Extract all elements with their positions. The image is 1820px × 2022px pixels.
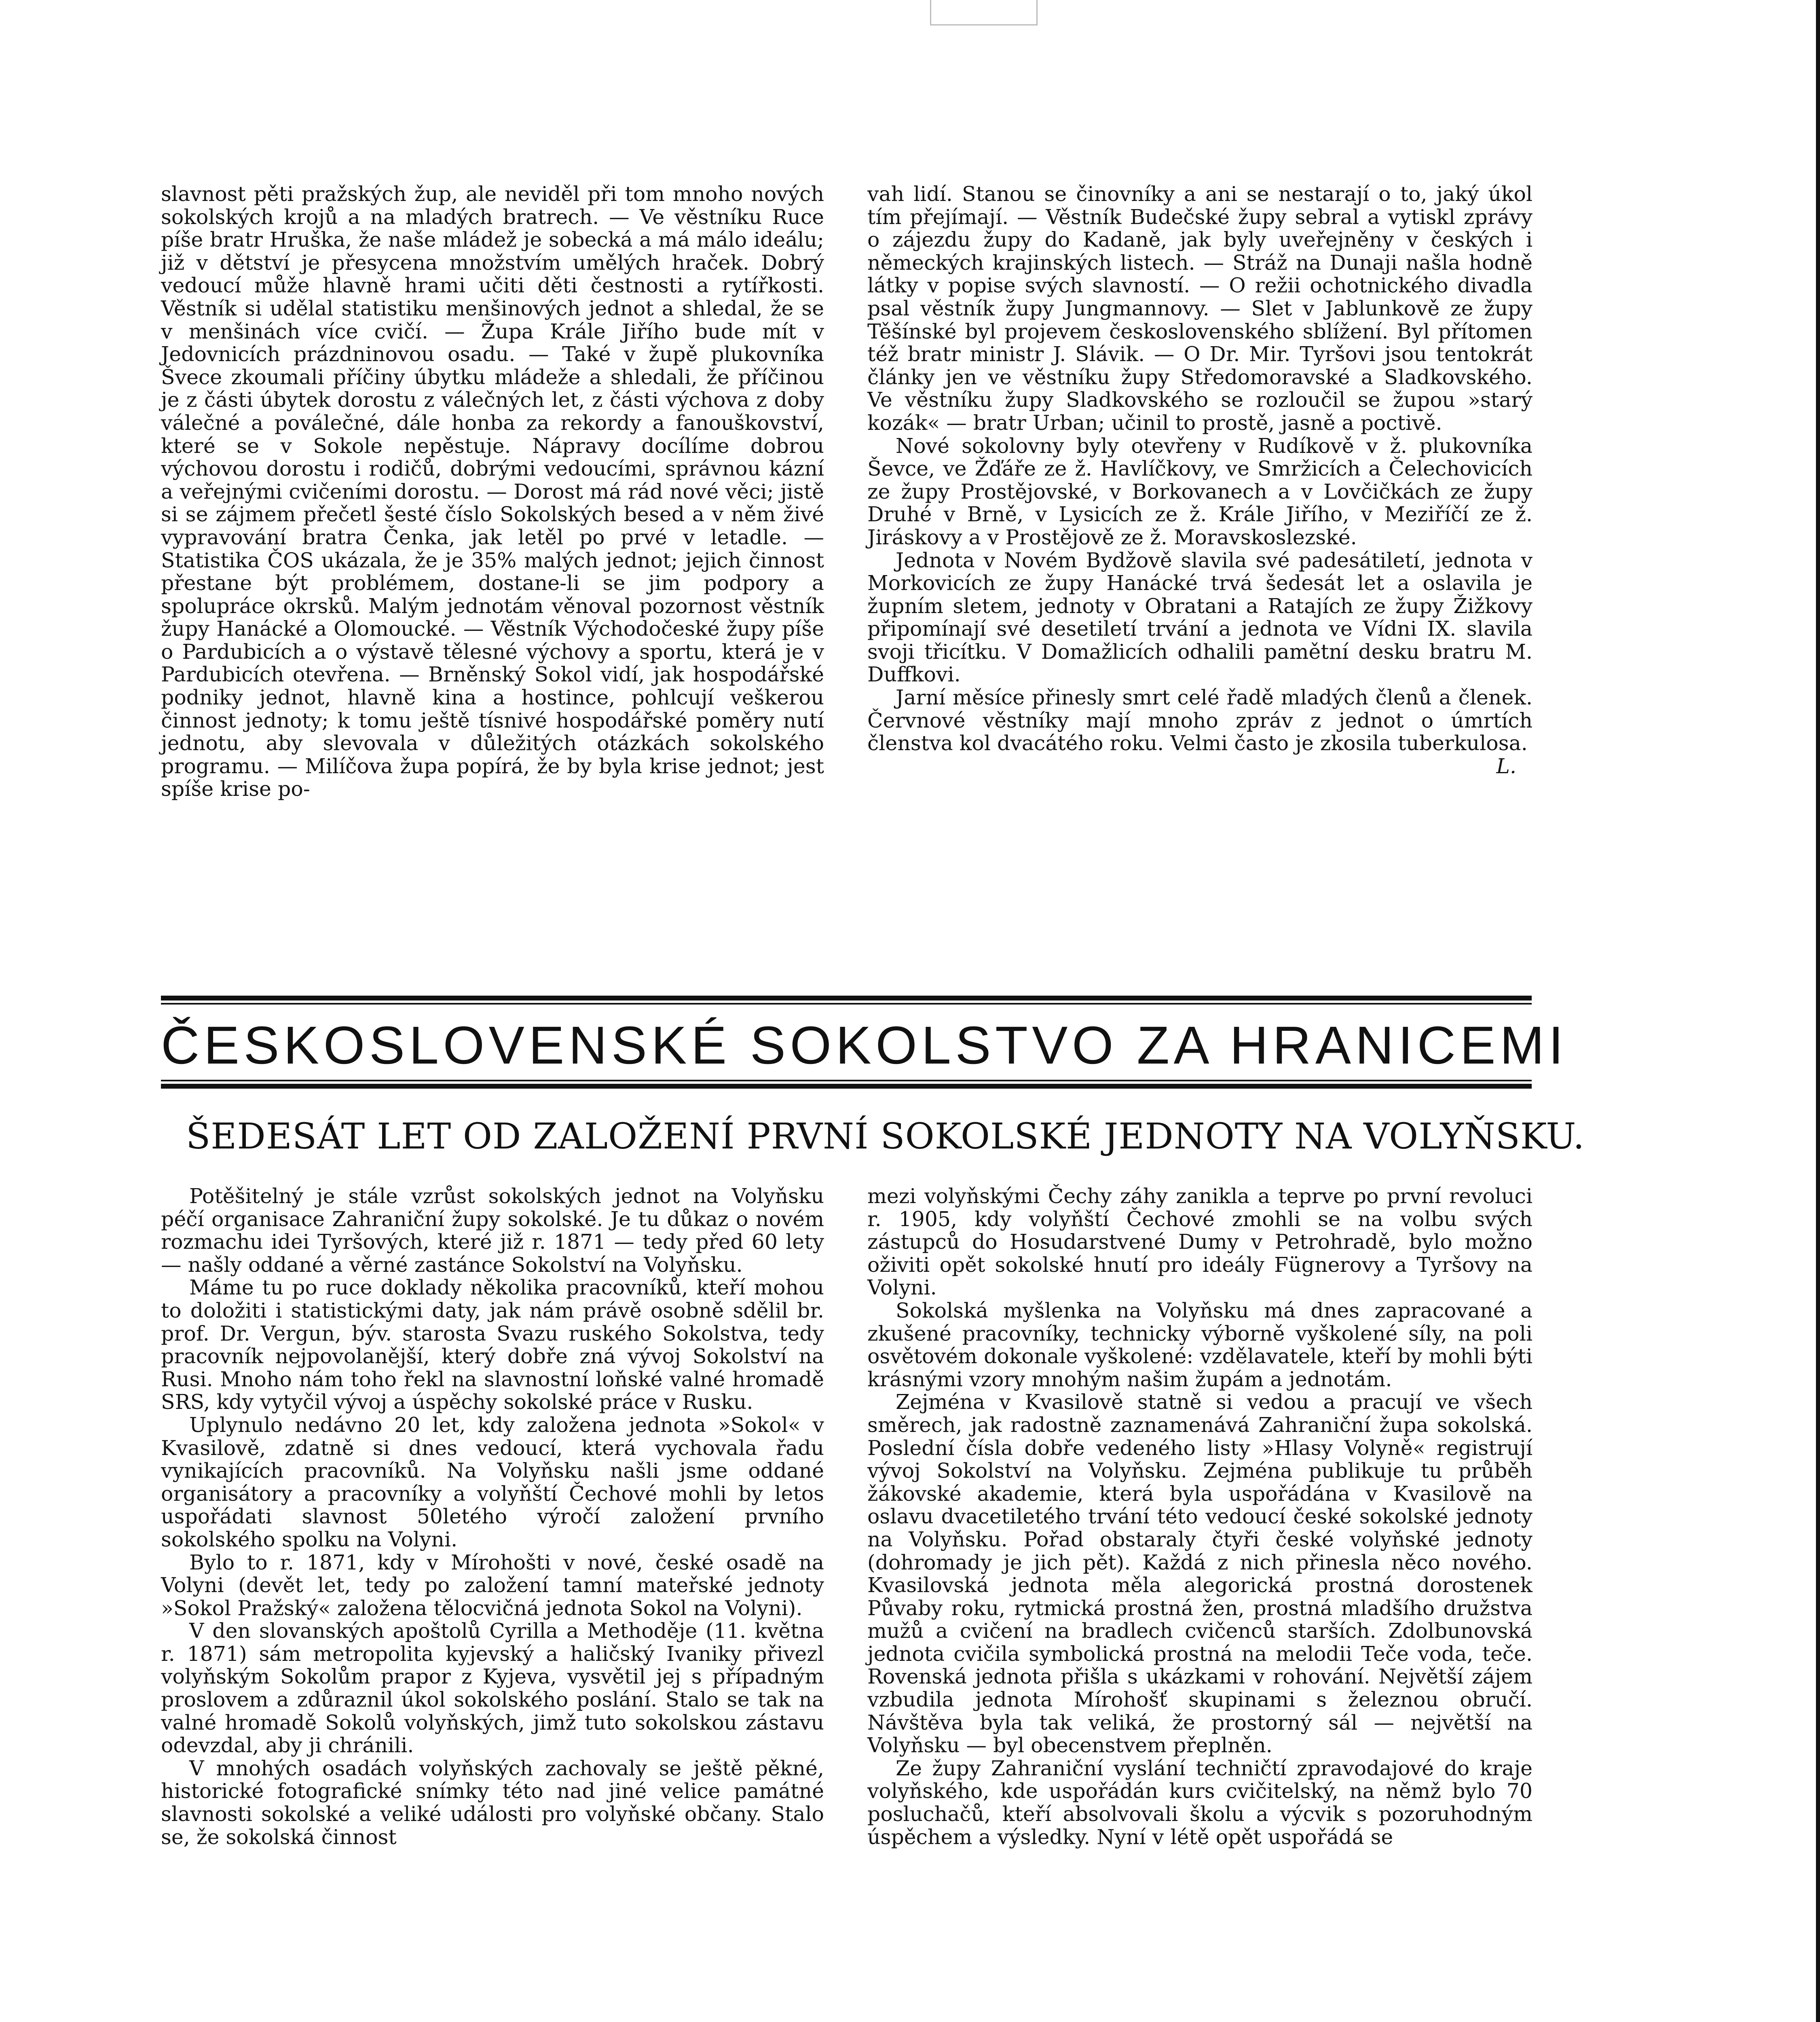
paragraph: mezi volyňskými Čechy záhy zanikla a teprve po první revoluci r. 1905, kdy volyňští Čechové zmohli se na volbu svých zástupců do Hosudarstvené Dumy v Petrohradě, bylo možno oživiti opět sokolské hnutí pro ideály Fügnerovy a Tyršovy na Volyni. bbox=[867, 1184, 1533, 1300]
author-signature: L. bbox=[1496, 754, 1516, 778]
section-rule-bottom-thin bbox=[161, 1080, 1532, 1081]
article-title: ŠEDESÁT LET OD ZALOŽENÍ PRVNÍ SOKOLSKÉ JEDNOTY NA VOLYŇSKU. bbox=[186, 1115, 1585, 1157]
paragraph: Jednota v Novém Bydžově slavila své padesátiletí, jednota v Morkovicích ze župy Hanácké trvá šedesát let a oslavila je župním sletem, jednoty v Obratani a Ratajích ze župy Žižkovy připomínají své desetiletí trvání a jednota ve Vídni IX. slavila svoji třicítku. V Domažlicích odhalili pamětní desku bratru M. Duffkovi. bbox=[867, 548, 1533, 687]
paragraph-text: Jarní měsíce přinesly smrt celé řadě mladých členů a členek. Červnové věstníky mají mnoho zpráv z jednot o úmrtích členstva kol dvacátého roku. Velmi často je zkosila tuberkulosa. bbox=[867, 685, 1533, 755]
paragraph: slavnost pěti pražských žup, ale neviděl při tom mnoho nových sokolských krojů a na mladých bratrech. — Ve věstníku Ruce píše bratr Hruška, že naše mládež je sobecká a má málo ideálu; již v dětství je přesycena množstvím umělých hraček. Dobrý vedoucí může hlavně hrami učiti děti čestnosti a rytířkosti. Věstník si udělal statistiku menšinových jednot a shledal, že se v menšinách více cvičí. — Župa Krále Jiřího bude mít v Jedovnicích prázdninovou osadu. — Také v župě plukovníka Švece zkoumali příčiny úbytku mládeže a shledali, že příčinou je z části úbytek dorostu z válečných let, z části výchova z doby válečné a poválečné, dále honba za rekordy a fanouškovství, které se v Sokole nepěstuje. Nápravy docílíme dobrou výchovou dorostu i rodičů, dobrými vedoucími, správnou kázní a veřejnými cvičeními dorostu. — Dorost má rád nové věci; jistě si se zájmem přečetl šesté číslo Sokolských besed a v něm živé vypravování bratra Čenka, jak letěl po prvé v letadle. — Statistika ČOS ukázala, že je 35% malých jednot; jejich činnost přestane být problémem, dostane-li se jim podpory a spolupráce okrsků. Malým jednotám věnoval pozornost věstník župy Hanácké a Olomoucké. — Věstník Východočeské župy píše o Pardubicích a o výstavě tělesné výchovy a sportu, která je v Pardubicích otevřena. — Brněnský Sokol vidí, jak hospodářské podniky jednot, hlavně kina a hostince, pohlcují veškerou činnost jednoty; k tomu ještě tísnivé hospodářské poměry nutí jednotu, aby slevovala v důležitých otázkách sokolského programu. — Milíčova župa popírá, že by byla krise jednot; jest spíše krise po- bbox=[161, 182, 824, 801]
paragraph: Potěšitelný je stále vzrůst sokolských jednot na Volyňsku péčí organisace Zahraniční župy sokolské. Je tu důkaz o novém rozmachu idei Tyršových, které již r. 1871 — tedy před 60 lety — našly oddané a věrné zastánce Sokolství na Volyňsku. bbox=[161, 1184, 824, 1277]
paragraph: Zejména v Kvasilově statně si vedou a pracují ve všech směrech, jak radostně zaznamenává Zahraniční župa sokolská. Poslední čísla dobře vedeného listy »Hlasy Volyně« registrují vývoj Sokolství na Volyňsku. Zejména publikuje tu průběh žákovské akademie, která byla uspořádána v Kvasilově na oslavu dvacetiletého trvání této vedoucí české sokolské jednoty na Volyňsku. Pořad obstaraly čtyři české volyňské jednoty (dohromady je jich pět). Každá z nich přinesla něco nového. Kvasilovská jednota měla alegorická prostná dorostenek Půvaby roku, rytmická prostná žen, prostná mladšího družstva mužů a cvičení na bradlech cvičenců starších. Zdolbunovská jednota cvičila symbolická prostná na melodii Teče voda, teče. Rovenská jednota přišla s ukázkami v rohování. Největší zájem vzbudila jednota Mírohošť skupinami s železnou obručí. Návštěva byla tak veliká, že prostorný sál — největší na Volyňsku — byl obecenstvem přeplněn. bbox=[867, 1390, 1533, 1758]
paragraph: V mnohých osadách volyňských zachovaly se ještě pěkné, historické fotografické snímky této nad jiné velice památné slavnosti sokolské a veliké události pro volyňské občany. Stalo se, že sokolská činnost bbox=[161, 1756, 824, 1849]
paragraph: Máme tu po ruce doklady několika pracovníků, kteří mohou to doložiti i statistickými daty, jak nám právě osobně sdělil br. prof. Dr. Vergun, býv. starosta Svazu ruského Sokolstva, tedy pracovník nejpovolanější, který dobře zná vývoj Sokolství na Rusi. Mnoho nám toho řekl na slavnostní loňské valné hromadě SRS, kdy vytyčil vývoj a úspěchy sokolské práce v Rusku. bbox=[161, 1275, 824, 1414]
article-left-column bbox=[161, 1185, 824, 1849]
top-right-column bbox=[867, 183, 1533, 778]
scan-corner-mark bbox=[930, 0, 1038, 25]
paragraph: vah lidí. Stanou se činovníky a ani se nestarají o to, jaký úkol tím přejímají. — Věstník Budečské župy sebral a vytiskl zprávy o zájezdu župy do Kadaně, jak byly uveřejněny v českých i německých krajinských listech. — Stráž na Dunaji našla hodně látky v popise svých slavností. — O režii ochotnického divadla psal věstník župy Jungmannovy. — Slet v Jablunkově ze župy Těšínské byl projevem československého sblížení. Byl přítomen též bratr ministr J. Slávik. — O Dr. Mir. Tyršovi jsou tentokrát články jen ve věstníku župy Středomoravské a Sladkovského. Ve věstníku župy Sladkovského se rozloučil se župou »starý kozák« — bratr Urban; učinil to prostě, jasně a poctivě. bbox=[867, 182, 1533, 435]
paragraph: Sokolská myšlenka na Volyňsku má dnes zapracované a zkušené pracovníky, technicky výborně vyškolené síly, na poli osvětovém dokonale vyškolené: vzdělavatele, kteří by mohli býti krásnými vzory mnohým našim župám a jednotám. bbox=[867, 1298, 1533, 1391]
paragraph: Nové sokolovny byly otevřeny v Rudíkově v ž. plukovníka Ševce, ve Žďáře ze ž. Havlíčkovy, ve Smržicích a Čelechovicích ze župy Prostějovské, v Borkovanech a v Lovčičkách ze župy Druhé v Brně, v Lysicích ze ž. Krále Jiřího, v Meziříčí ze ž. Jiráskovy a v Prostějově ze ž. Moravskoslezské. bbox=[867, 434, 1533, 549]
paragraph: V den slovanských apoštolů Cyrilla a Methoděje (11. května r. 1871) sám metropolita kyjevský a haličský Ivaniky přivezl volyňským Sokolům prapor z Kyjeva, vysvětil jej s případným proslovem a zdůraznil úkol sokolského poslání. Stalo se tak na valné hromadě Sokolů volyňských, jimž tuto sokolskou zástavu odevzdal, aby ji chránili. bbox=[161, 1619, 824, 1758]
top-left-column bbox=[161, 183, 824, 801]
paragraph: Bylo to r. 1871, kdy v Mírohošti v nové, české osadě na Volyni (devět let, tedy po založení tamní mateřské jednoty »Sokol Pražský« založena tělocvičná jednota Sokol na Volyni). bbox=[161, 1550, 824, 1620]
section-title: ČESKOSLOVENSKÉ SOKOLSTVO ZA HRANICEMI bbox=[161, 1015, 1568, 1075]
section-rule-top-thin bbox=[161, 1003, 1532, 1005]
scan-edge bbox=[1816, 0, 1820, 2022]
article-right-column bbox=[867, 1185, 1533, 1849]
paragraph: Uplynulo nedávno 20 let, kdy založena jednota »Sokol« v Kvasilově, zdatně si dnes vedoucí, která vychovala řadu vynikajících pracovníků. Na Volyňsku našli jsme oddané organisátory a pracovníky a volyňští Čechové mohli by letos uspořádati slavnost 50letého výročí založení prvního sokolského spolku na Volyni. bbox=[161, 1413, 824, 1551]
paragraph bbox=[867, 685, 1533, 778]
paragraph: Ze župy Zahraniční vyslání techničtí zpravodajové do kraje volyňského, kde uspořádán kurs cvičitelský, na němž bylo 70 posluchačů, kteří absolvovali školu a výcvik s pozoruhodným úspěchem a výsledky. Nyní v létě opět uspořádá se bbox=[867, 1756, 1533, 1849]
section-rule-top-thick bbox=[161, 996, 1532, 1000]
section-rule-bottom-thick bbox=[161, 1084, 1532, 1089]
